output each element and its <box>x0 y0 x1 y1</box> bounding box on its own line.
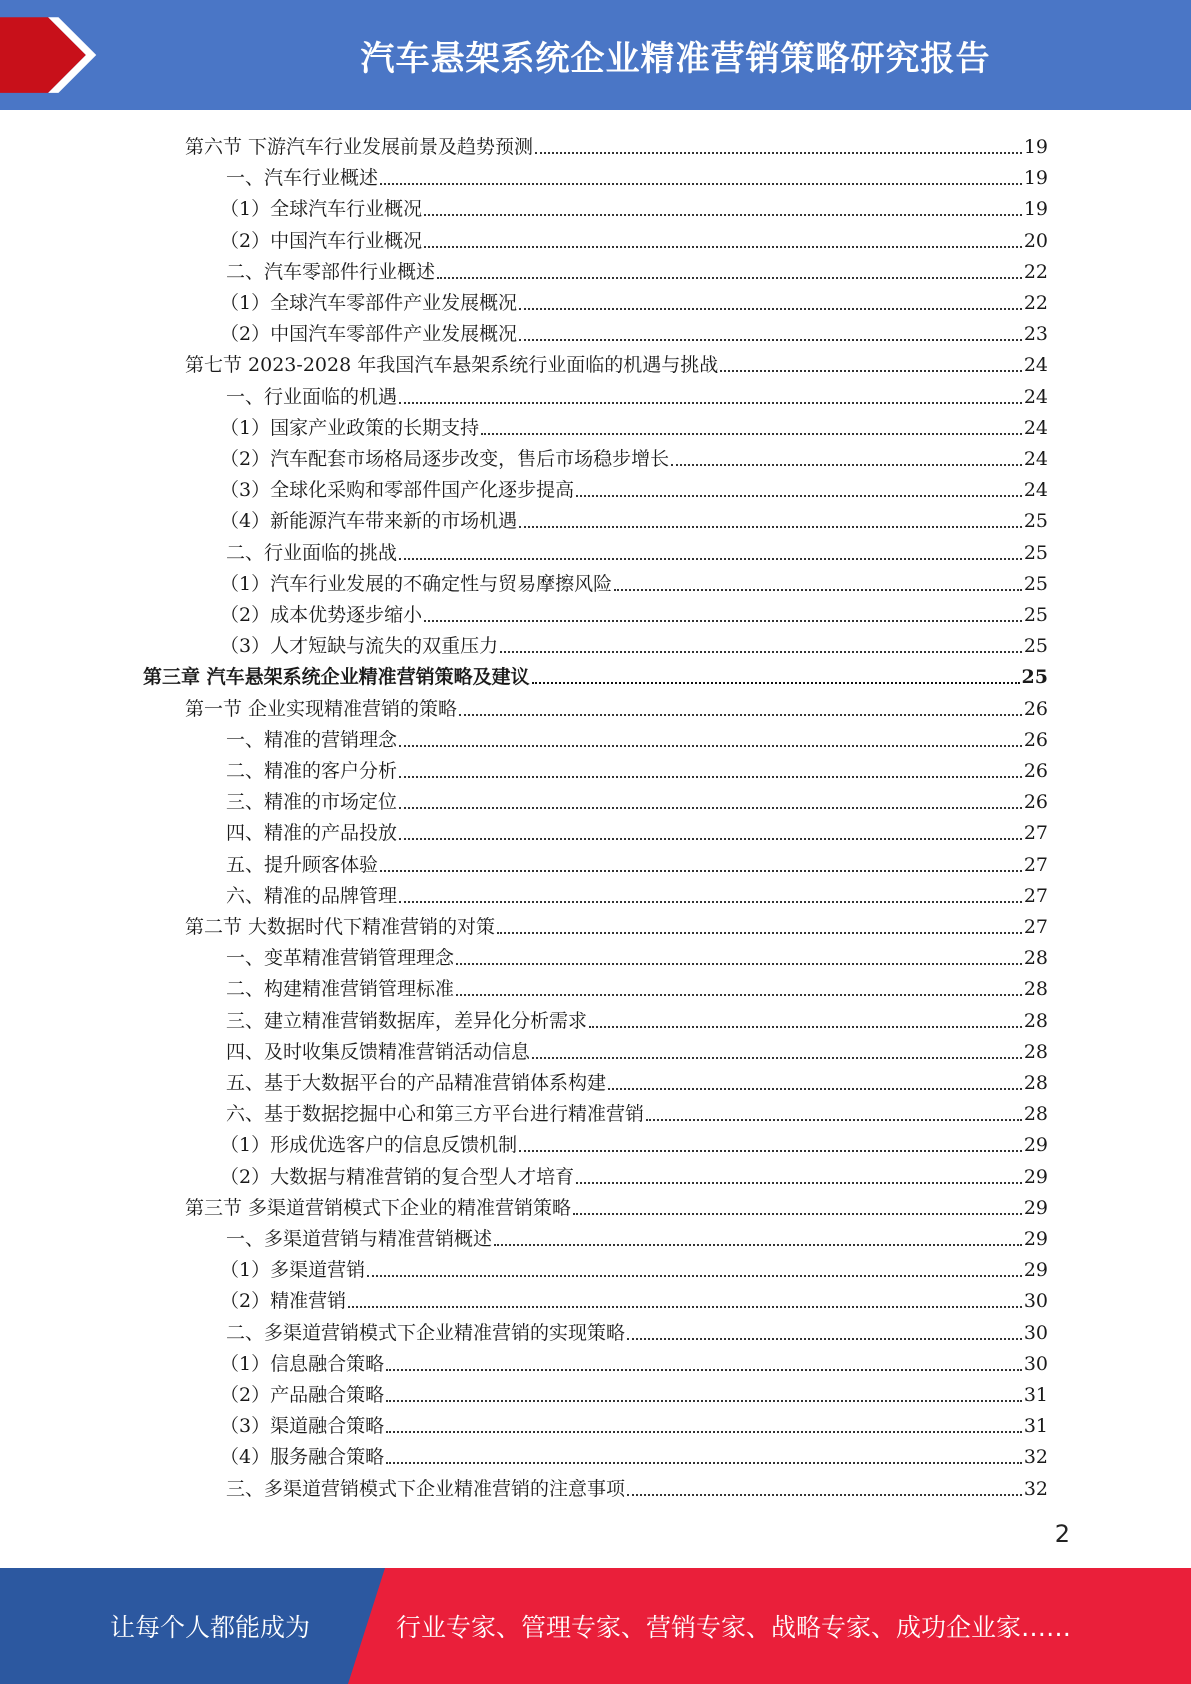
toc-entry-label: （2）大数据与精准营销的复合型人才培育 <box>220 1165 575 1188</box>
toc-dot-leader <box>399 402 1022 404</box>
toc-entry-label: （1）国家产业政策的长期支持 <box>220 416 480 439</box>
toc-dot-leader <box>399 838 1022 840</box>
page-number: 2 <box>1054 1520 1070 1548</box>
toc-entry-page: 28 <box>1023 947 1048 970</box>
toc-entry-label: 第一节 企业实现精准营销的策略 <box>185 697 458 720</box>
toc-entry-label: （1）多渠道营销 <box>220 1259 366 1282</box>
toc-entry-label: （3）人才短缺与流失的双重压力 <box>220 635 499 658</box>
toc-dot-leader <box>380 183 1022 185</box>
toc-entry-label: 第六节 下游汽车行业发展前景及趋势预测 <box>185 136 534 158</box>
toc-entry-page: 26 <box>1023 760 1048 782</box>
toc-dot-leader <box>500 651 1022 653</box>
toc-entry[interactable] <box>220 595 1048 626</box>
toc-entry-label: 三、建立精准营销数据库，差异化分析需求 <box>226 1009 588 1032</box>
footer-slogan-left: 让每个人都能成为 <box>110 1613 311 1642</box>
toc-entry-label: 第七节 2023-2028 年我国汽车悬架系统行业面临的机遇与挑战 <box>185 354 719 377</box>
toc-entry-label: （4）新能源汽车带来新的市场机遇 <box>220 510 518 533</box>
toc-entry[interactable] <box>226 720 1048 751</box>
toc-dot-leader <box>456 963 1022 965</box>
toc-dot-leader <box>386 1462 1022 1464</box>
toc-entry[interactable] <box>220 470 1048 502</box>
toc-entry-page: 24 <box>1023 385 1048 408</box>
toc-entry-page: 28 <box>1023 978 1048 1001</box>
toc-entry-page: 32 <box>1023 1477 1048 1500</box>
toc-entry-page: 28 <box>1023 1009 1048 1032</box>
toc-entry-page: 19 <box>1023 198 1048 221</box>
toc-entry[interactable] <box>220 283 1048 314</box>
toc-entry-label: 四、及时收集反馈精准营销活动信息 <box>226 1040 531 1063</box>
toc-dot-leader <box>627 1494 1022 1496</box>
toc-entry-page: 22 <box>1023 292 1048 314</box>
toc-entry-page: 27 <box>1023 884 1048 907</box>
toc-dot-leader <box>519 308 1022 310</box>
toc-dot-leader <box>589 1026 1022 1028</box>
toc-entry-page: 25 <box>1023 635 1048 658</box>
toc-entry-page: 27 <box>1023 853 1048 876</box>
toc-entry-label: （2）精准营销 <box>220 1290 347 1313</box>
toc-entry-page: 19 <box>1023 136 1048 158</box>
toc-dot-leader <box>386 1431 1022 1433</box>
toc-entry[interactable] <box>226 377 1048 408</box>
toc-dot-leader <box>424 620 1022 622</box>
toc-dot-leader <box>532 1057 1022 1059</box>
toc-entry[interactable] <box>185 1188 1048 1219</box>
toc-dot-leader <box>399 776 1022 778</box>
toc-entry[interactable] <box>220 564 1048 595</box>
toc-dot-leader <box>494 1244 1022 1246</box>
toc-entry-page: 26 <box>1023 728 1048 751</box>
toc-entry-label: 六、基于数据挖掘中心和第三方平台进行精准营销 <box>226 1103 645 1126</box>
toc-entry[interactable] <box>220 1437 1048 1469</box>
toc-dot-leader <box>399 901 1022 903</box>
toc-dot-leader <box>497 932 1022 934</box>
toc-dot-leader <box>456 994 1022 996</box>
toc-entry-label: 一、行业面临的机遇 <box>226 385 398 408</box>
toc-dot-leader <box>532 682 1020 684</box>
toc-entry[interactable] <box>220 626 1048 658</box>
toc-entry-label: （1）全球汽车行业概况 <box>220 198 423 221</box>
toc-entry-label: （1）形成优选客户的信息反馈机制 <box>220 1134 518 1157</box>
toc-dot-leader <box>671 464 1022 466</box>
footer-slogan-right: 行业专家、管理专家、营销专家、战略专家、成功企业家…… <box>396 1613 1072 1642</box>
toc-entry-label: 四、精准的产品投放 <box>226 822 398 845</box>
toc-entry-label: 二、构建精准营销管理标准 <box>226 978 455 1001</box>
header-arrow-decoration <box>0 0 110 110</box>
toc-dot-leader <box>348 1306 1022 1308</box>
toc-entry-label: （2）中国汽车零部件产业发展概况 <box>220 323 518 346</box>
toc-entry-page: 30 <box>1023 1290 1048 1313</box>
toc-entry[interactable] <box>226 158 1048 189</box>
toc-entry[interactable] <box>226 969 1048 1000</box>
toc-dot-leader <box>614 589 1022 591</box>
toc-entry-label: （3）全球化采购和零部件国产化逐步提高 <box>220 479 575 502</box>
toc-dot-leader <box>459 714 1022 716</box>
toc-entry[interactable] <box>226 1001 1048 1032</box>
toc-entry-label: （4）服务融合策略 <box>220 1446 385 1469</box>
toc-entry-label: 一、变革精准营销管理理念 <box>226 947 455 970</box>
toc-entry-label: （2）成本优势逐步缩小 <box>220 604 423 626</box>
toc-entry[interactable] <box>220 1406 1048 1438</box>
toc-entry-page: 24 <box>1023 416 1048 439</box>
toc-entry-page: 25 <box>1023 572 1048 595</box>
toc-entry-page: 29 <box>1023 1134 1048 1157</box>
toc-dot-leader <box>535 152 1022 154</box>
toc-entry-label: （2）汽车配套市场格局逐步改变，售后市场稳步增长 <box>220 448 670 470</box>
toc-dot-leader <box>380 870 1022 872</box>
toc-entry-label: 五、提升顾客体验 <box>226 853 379 876</box>
toc-dot-leader <box>424 246 1022 248</box>
toc-entry-label: 第三节 多渠道营销模式下企业的精准营销策略 <box>185 1196 572 1219</box>
toc-entry-label: 三、多渠道营销模式下企业精准营销的注意事项 <box>226 1477 626 1500</box>
toc-entry-label: 第三章 汽车悬架系统企业精准营销策略及建议 <box>143 666 530 689</box>
toc-entry-label: （1）全球汽车零部件产业发展概况 <box>220 292 518 314</box>
toc-entry-page: 19 <box>1023 167 1048 190</box>
toc-entry-label: 一、汽车行业概述 <box>226 167 379 190</box>
toc-entry-page: 26 <box>1023 697 1048 720</box>
toc-entry[interactable] <box>226 938 1048 969</box>
toc-dot-leader <box>519 339 1022 341</box>
toc-dot-leader <box>608 1088 1022 1090</box>
toc-entry[interactable] <box>226 751 1048 782</box>
toc-entry[interactable] <box>226 1032 1048 1063</box>
toc-entry[interactable] <box>220 439 1048 470</box>
toc-entry-page: 25 <box>1023 604 1048 626</box>
toc-entry-page: 20 <box>1023 229 1048 252</box>
toc-entry-label: 五、基于大数据平台的产品精准营销体系构建 <box>226 1072 607 1094</box>
toc-entry-label: 一、精准的营销理念 <box>226 728 398 751</box>
toc-entry-page: 23 <box>1023 323 1048 346</box>
toc-entry[interactable] <box>226 1063 1048 1094</box>
toc-entry[interactable] <box>220 1344 1048 1375</box>
toc-entry[interactable] <box>185 907 1048 938</box>
toc-entry-label: 二、多渠道营销模式下企业精准营销的实现策略 <box>226 1321 626 1344</box>
toc-entry-page: 24 <box>1023 479 1048 502</box>
toc-entry[interactable] <box>185 345 1048 376</box>
toc-entry-label: （3）渠道融合策略 <box>220 1415 385 1438</box>
toc-entry-label: （1）汽车行业发展的不确定性与贸易摩擦风险 <box>220 572 613 595</box>
toc-dot-leader <box>424 214 1022 216</box>
toc-entry[interactable] <box>226 1469 1048 1500</box>
toc-entry[interactable] <box>185 127 1048 158</box>
toc-entry[interactable] <box>226 813 1048 844</box>
toc-entry-page: 31 <box>1023 1384 1048 1406</box>
toc-entry[interactable] <box>220 1281 1048 1313</box>
toc-entry-page: 25 <box>1021 666 1048 689</box>
toc-entry-page: 29 <box>1023 1196 1048 1219</box>
toc-dot-leader <box>367 1275 1022 1277</box>
toc-entry-page: 29 <box>1023 1165 1048 1188</box>
toc-dot-leader <box>399 558 1022 560</box>
header-title: 汽车悬架系统企业精准营销策略研究报告 <box>360 38 991 79</box>
toc-entry-page: 22 <box>1023 260 1048 283</box>
toc-entry[interactable] <box>143 657 1048 688</box>
toc-entry-page: 27 <box>1023 916 1048 938</box>
toc-entry[interactable] <box>220 189 1048 221</box>
toc-entry[interactable] <box>226 1219 1048 1250</box>
toc-entry[interactable] <box>220 1157 1048 1188</box>
toc-entry-page: 27 <box>1023 822 1048 845</box>
toc-entry[interactable] <box>220 408 1048 439</box>
toc-entry-page: 25 <box>1023 510 1048 533</box>
toc-dot-leader <box>399 807 1022 809</box>
toc-entry-page: 25 <box>1023 541 1048 564</box>
toc-entry-page: 26 <box>1023 791 1048 814</box>
toc-entry[interactable] <box>226 1094 1048 1125</box>
toc-entry-label: （1）信息融合策略 <box>220 1352 385 1375</box>
toc-entry[interactable] <box>226 845 1048 876</box>
toc-dot-leader <box>646 1119 1022 1121</box>
toc-entry-page: 29 <box>1023 1228 1048 1250</box>
toc-entry[interactable] <box>220 1375 1048 1406</box>
page-footer <box>0 1568 1191 1684</box>
toc-dot-leader <box>519 1150 1022 1152</box>
toc-dot-leader <box>720 370 1022 372</box>
toc-entry-label: 三、精准的市场定位 <box>226 791 398 814</box>
toc-dot-leader <box>576 1182 1022 1184</box>
toc-dot-leader <box>519 526 1022 528</box>
toc-entry-page: 28 <box>1023 1103 1048 1126</box>
toc-entry-label: 二、汽车零部件行业概述 <box>226 260 436 283</box>
toc-entry[interactable] <box>226 876 1048 907</box>
toc-dot-leader <box>386 1400 1022 1402</box>
toc-entry[interactable] <box>220 501 1048 533</box>
toc-entry-label: 六、精准的品牌管理 <box>226 884 398 907</box>
toc-entry-page: 32 <box>1023 1446 1048 1469</box>
toc-entry-page: 24 <box>1023 448 1048 470</box>
toc-entry-label: 第二节 大数据时代下精准营销的对策 <box>185 916 496 938</box>
toc-dot-leader <box>573 1213 1022 1215</box>
toc-dot-leader <box>627 1338 1022 1340</box>
toc-dot-leader <box>481 433 1022 435</box>
toc-entry[interactable] <box>226 252 1048 283</box>
toc-entry[interactable] <box>226 782 1048 813</box>
toc-entry[interactable] <box>226 533 1048 564</box>
toc-dot-leader <box>576 495 1022 497</box>
toc-entry-label: （2）产品融合策略 <box>220 1384 385 1406</box>
toc-entry-page: 31 <box>1023 1415 1048 1438</box>
toc-entry[interactable] <box>220 314 1048 346</box>
toc-entry[interactable] <box>220 221 1048 252</box>
page-header <box>0 0 1191 110</box>
toc-entry-label: 二、行业面临的挑战 <box>226 541 398 564</box>
toc-entry[interactable] <box>185 689 1048 720</box>
toc-entry-label: 二、精准的客户分析 <box>226 760 398 782</box>
toc-entry-page: 28 <box>1023 1072 1048 1094</box>
toc-entry-label: （2）中国汽车行业概况 <box>220 229 423 252</box>
toc-entry-page: 28 <box>1023 1040 1048 1063</box>
toc-dot-leader <box>386 1369 1022 1371</box>
toc-entry[interactable] <box>220 1125 1048 1157</box>
toc-dot-leader <box>437 277 1022 279</box>
toc-entry-label: 一、多渠道营销与精准营销概述 <box>226 1228 493 1250</box>
toc-entry-page: 30 <box>1023 1352 1048 1375</box>
toc-dot-leader <box>399 745 1022 747</box>
toc-entry-page: 29 <box>1023 1259 1048 1282</box>
toc-entry-page: 30 <box>1023 1321 1048 1344</box>
toc-entry[interactable] <box>226 1313 1048 1344</box>
toc-entry-page: 24 <box>1023 354 1048 377</box>
toc-entry[interactable] <box>220 1250 1048 1282</box>
